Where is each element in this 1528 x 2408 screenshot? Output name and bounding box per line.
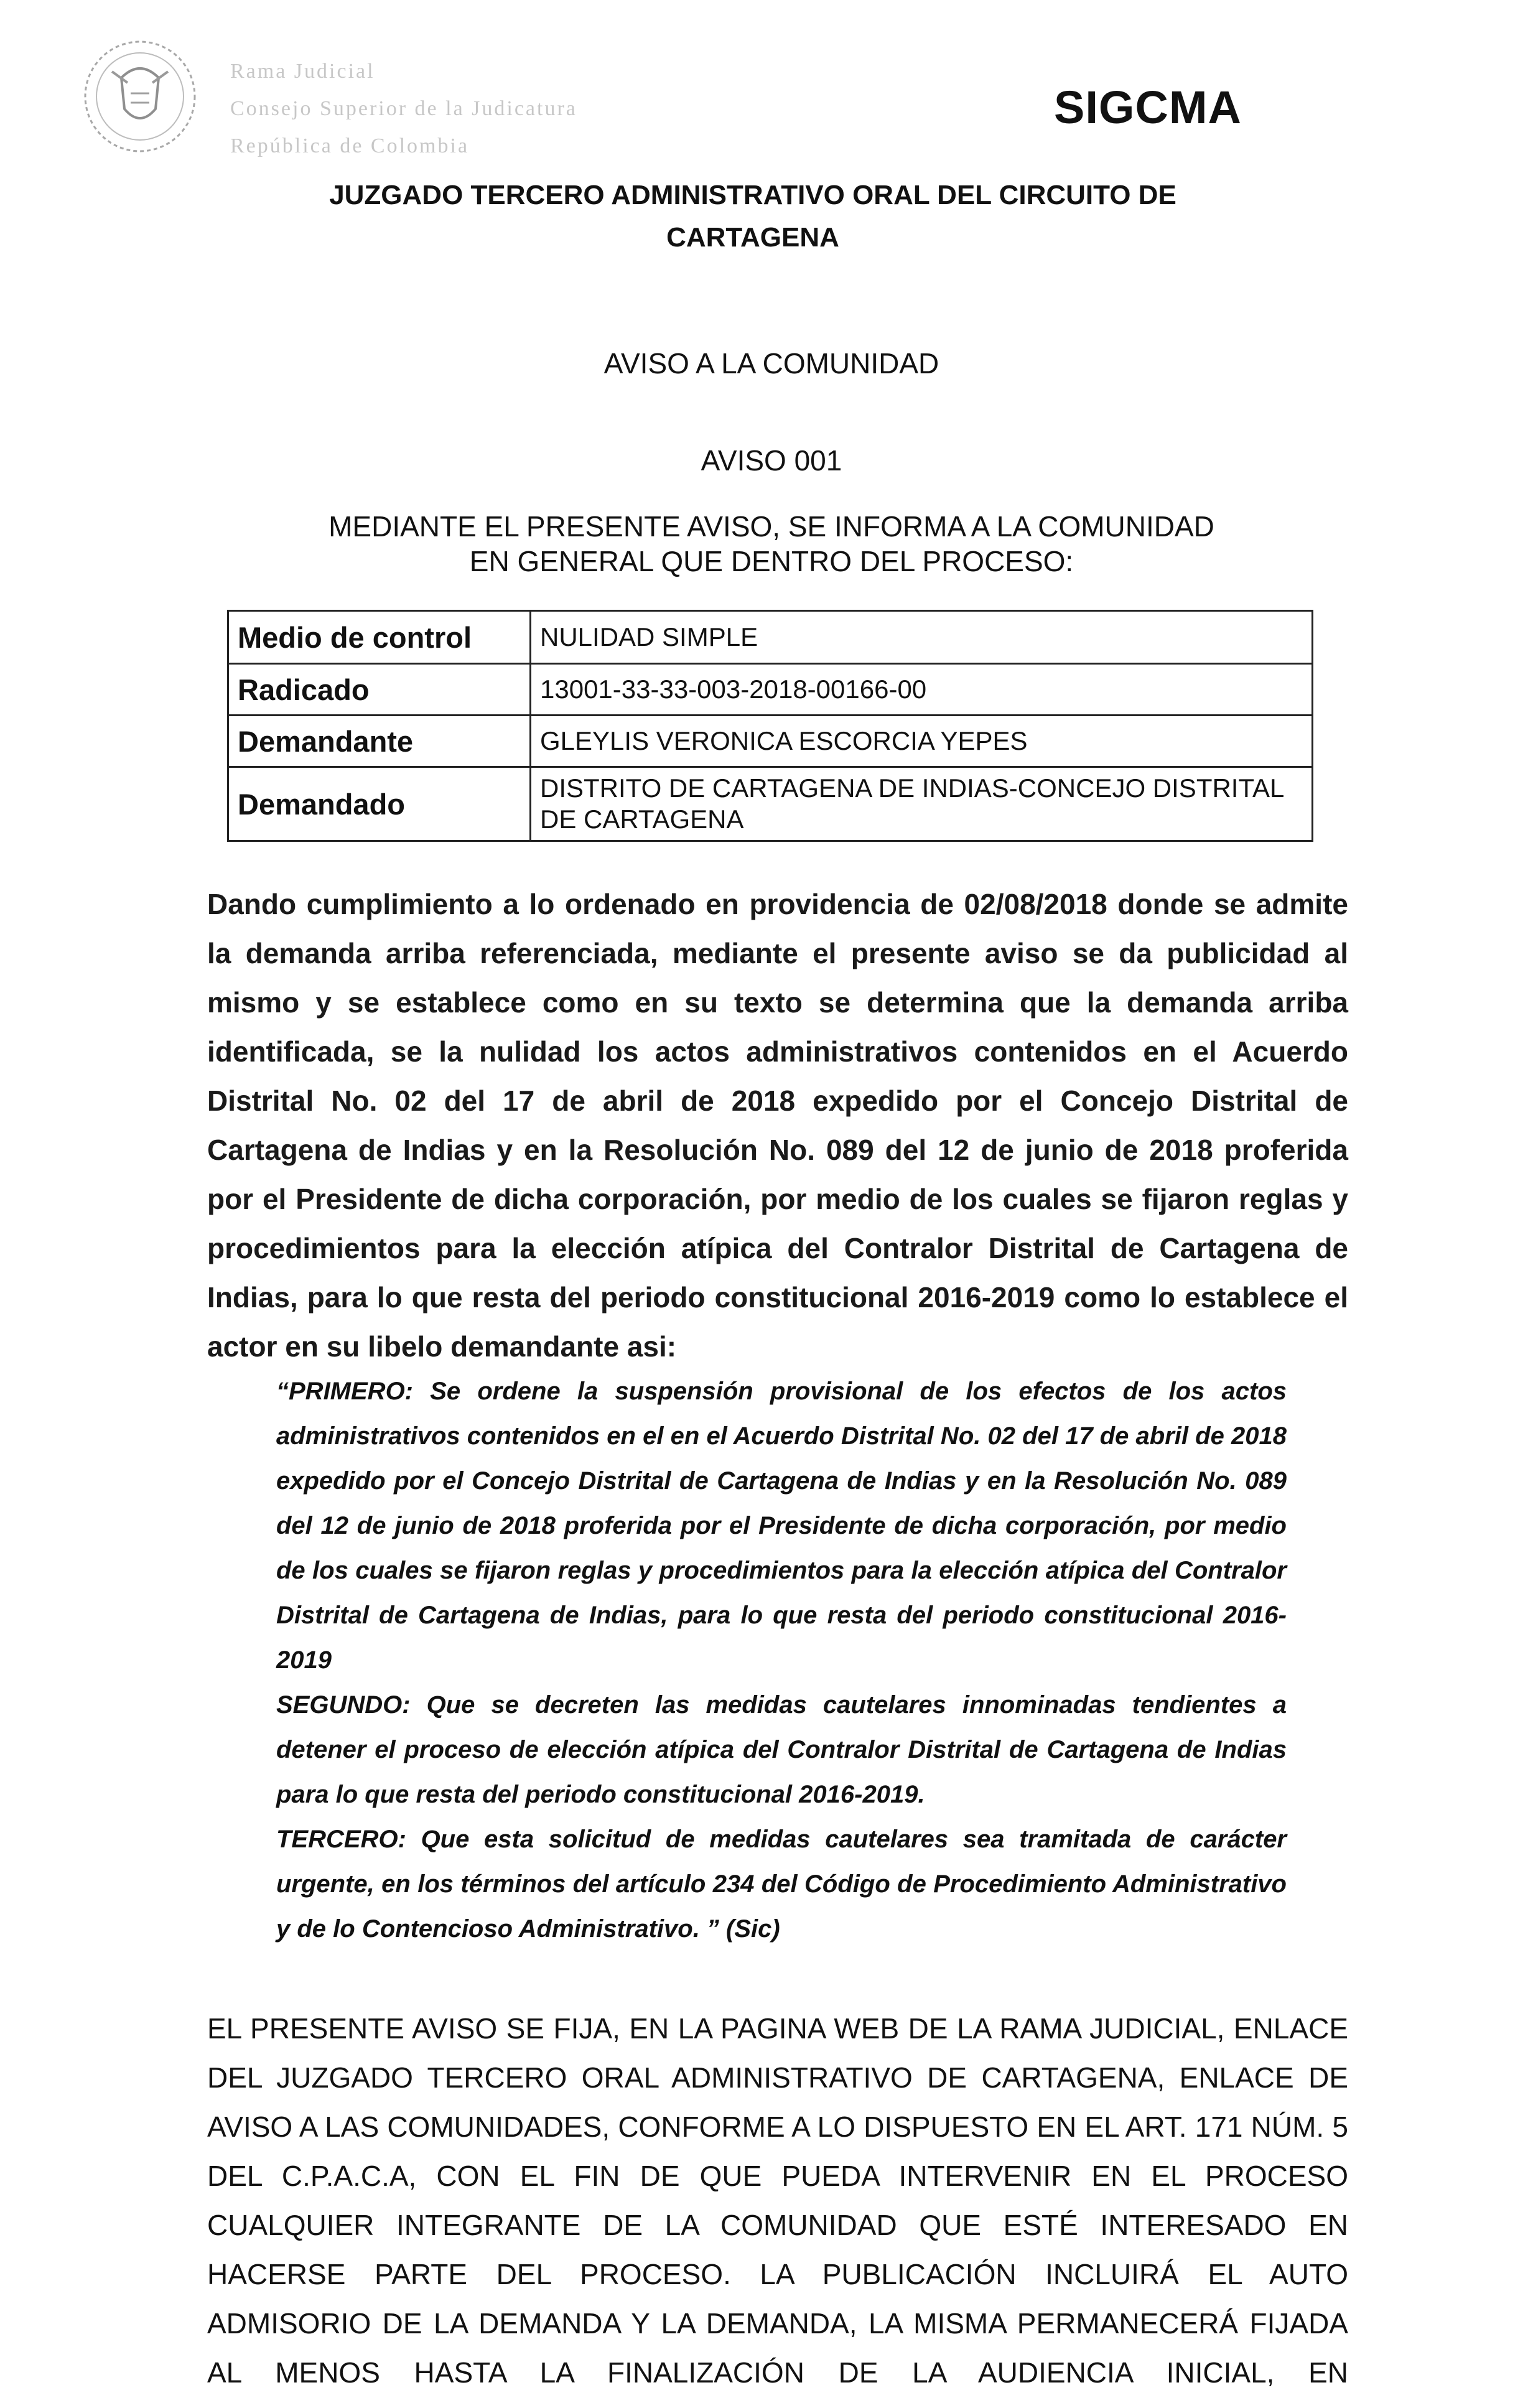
claims-quote [276,1369,1287,1951]
notice-title: AVISO A LA COMUNIDAD [603,347,939,380]
case-field-label: Medio de control [228,611,531,664]
judicial-seal-header [68,34,628,159]
table-row [228,767,1313,841]
notice-intro-line-1: MEDIANTE EL PRESENTE AVISO, SE INFORMA A LA COMUNIDAD [328,510,1214,543]
closing-paragraph: EL PRESENTE AVISO SE FIJA, EN LA PAGINA WEB DE LA RAMA JUDICIAL, ENLACE DEL JUZGADO TERCERO ORAL ADMINISTRATIVO DE CARTAGENA, ENLACE DE AVISO A LAS COMUNIDADES, CONFORME A LO DISPUESTO EN EL ART. 171 NÚM. 5 DEL C.P.A.C.A, CON EL FIN DE QUE PUEDA INTERVENIR EN EL PROCESO CUALQUIER INTEGRANTE DE LA COMUNIDAD QUE ESTÉ INTERESADO EN HACERSE PARTE DEL PROCESO. LA PUBLICACIÓN INCLUIRÁ EL AUTO ADMISORIO DE LA DEMANDA Y LA DEMANDA, LA MISMA PERMANECERÁ FIJADA AL MENOS HASTA LA FINALIZACIÓN DE LA AUDIENCIA INICIAL, EN [207,2012,1348,2389]
claim-tercero: TERCERO: Que esta solicitud de medidas cautelares sea tramitada de carácter urgente, en los términos del artículo 234 del Código de Procedimiento Administrativo y de lo Contencioso Administrativo. ” (Sic) [276,1826,1287,1943]
seal-text-lines [230,53,577,165]
claim-primero: “PRIMERO: Se ordene la suspensión provisional de los efectos de los actos administrativos contenidos en el en el Acuerdo Distrital No. 02 del 17 de abril de 2018 expedido por el Concejo Distrital de Cartagena de Indias y en la Resolución No. 089 del 12 de junio de 2018 proferida por el Presidente de dicha corporación, por medio de los cuales se fijaron reglas y procedimientos para la elección atípica del Contralor Distrital de Cartagena de Indias, para lo que resta del periodo constitucional 2016-2019 [276,1378,1287,1674]
case-field-value: DISTRITO DE CARTAGENA DE INDIAS-CONCEJO DISTRITAL DE CARTAGENA [531,767,1313,841]
notice-number: AVISO 001 [701,444,842,477]
table-row [228,716,1313,767]
notice-intro-line-2: EN GENERAL QUE DENTRO DEL PROCESO: [469,545,1074,577]
body-paragraph: Dando cumplimiento a lo ordenado en providencia de 02/08/2018 donde se admite la demanda arriba referenciada, mediante el presente aviso se da publicidad al mismo y se establece como en su texto se determina que la demanda arriba identificada, se la nulidad los actos administrativos contenidos en el Acuerdo Distrital No. 02 del 17 de abril de 2018 expedido por el Concejo Distrital de Cartagena de Indias y en la Resolución No. 089 del 12 de junio de 2018 proferida por el Presidente de dicha corporación, por medio de los cuales se fijaron reglas y procedimientos para la elección atípica del Contralor Distrital de Cartagena de Indias, para lo que resta del periodo constitucional 2016-2019 como lo establece el actor en su libelo demandante asi: [207,888,1348,1363]
notice-intro [124,509,1419,579]
table-row [228,611,1313,664]
case-field-label: Radicado [228,664,531,716]
table-row [228,664,1313,716]
case-field-value: NULIDAD SIMPLE [531,611,1313,664]
court-title: JUZGADO TERCERO ADMINISTRATIVO ORAL DEL CIRCUITO DE CARTAGENA [329,180,1176,253]
case-field-label: Demandado [228,767,531,841]
coat-of-arms-icon [68,34,212,159]
case-field-label: Demandante [228,716,531,767]
case-field-value: 13001-33-33-003-2018-00166-00 [531,664,1313,716]
seal-line-2: Consejo Superior de la Judicatura [230,97,577,120]
seal-line-1: Rama Judicial [230,60,375,83]
claim-segundo: SEGUNDO: Que se decreten las medidas cautelares innominadas tendientes a detener el proceso de elección atípica del Contralor Distrital de Cartagena de Indias para lo que resta del periodo constitucional 2016-2019. [276,1691,1287,1808]
document-code: SIGCMA [1054,82,1242,133]
case-details-table [227,610,1313,842]
case-field-value: GLEYLIS VERONICA ESCORCIA YEPES [531,716,1313,767]
seal-line-3: República de Colombia [230,134,470,157]
